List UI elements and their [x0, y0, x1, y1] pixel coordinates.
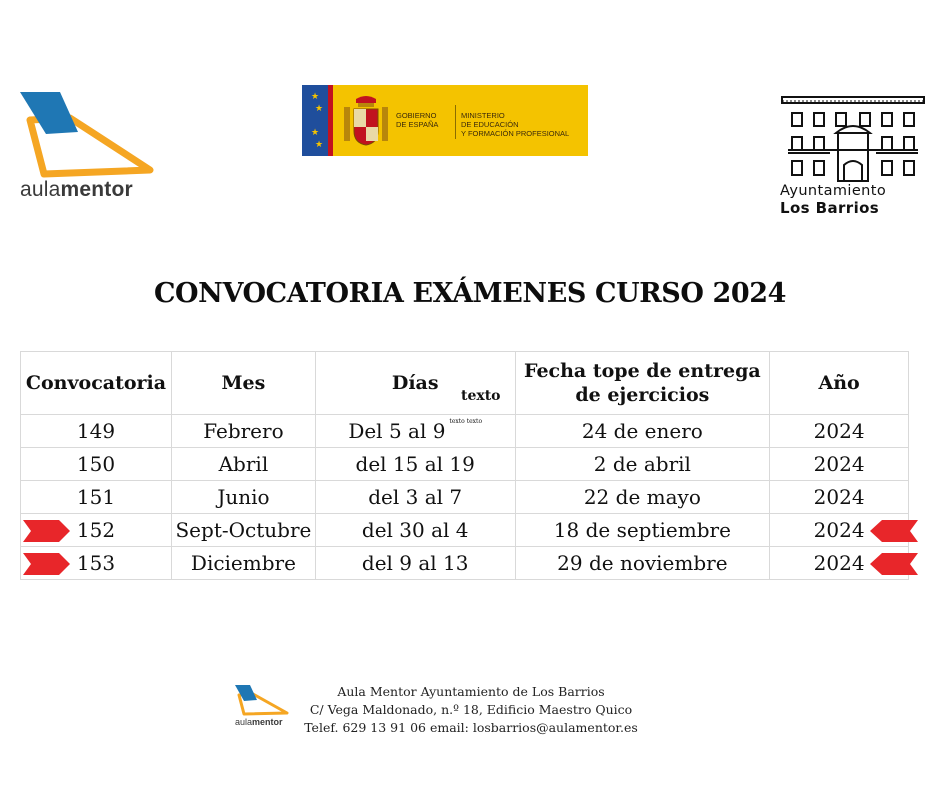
eu-flag-strip — [302, 85, 328, 156]
cell-convocatoria: 153 — [21, 547, 172, 580]
cell-dias-note: texto texto — [449, 418, 483, 425]
cell-mes: Abril — [171, 448, 315, 481]
arrow-left-icon — [870, 553, 918, 575]
arrow-right-icon — [23, 520, 70, 542]
footer-contact — [296, 683, 646, 737]
cell-dias: del 3 al 7 — [315, 481, 515, 514]
cell-convocatoria: 149 — [21, 415, 172, 448]
town-hall-building-icon — [778, 95, 928, 183]
table-row — [21, 547, 909, 580]
table-row — [21, 514, 909, 547]
header-convocatoria: Convocatoria — [21, 352, 172, 415]
svg-text:★: ★ — [311, 92, 320, 102]
arrow-right-icon — [23, 553, 70, 575]
aulamentor-logo — [18, 90, 160, 210]
cell-anio: 2024 — [770, 415, 909, 448]
svg-text:★: ★ — [311, 128, 320, 138]
cell-anio: 2024 — [770, 481, 909, 514]
header-dias-note: texto — [460, 388, 501, 404]
page-title: CONVOCATORIA EXÁMENES CURSO 2024 — [153, 278, 787, 309]
svg-text:★: ★ — [315, 104, 324, 114]
gobierno-espana-logo — [302, 85, 588, 156]
cell-dias: del 30 al 4 — [315, 514, 515, 547]
header-fecha: Fecha tope de entrega de ejercicios — [515, 352, 770, 415]
cell-dias: del 9 al 13 — [315, 547, 515, 580]
cell-mes: Diciembre — [171, 547, 315, 580]
header-anio: Año — [770, 352, 909, 415]
footer-aulamentor-wordmark: aulamentor — [235, 717, 283, 727]
gobierno-text: GOBIERNO DE ESPAÑA — [396, 111, 439, 129]
cell-anio: 2024 — [770, 448, 909, 481]
footer-line-3: Telef. 629 13 91 06 email: losbarrios@aulamentor.es — [304, 720, 638, 735]
coat-of-arms-icon — [342, 93, 390, 149]
cell-mes: Febrero — [171, 415, 315, 448]
cell-convocatoria: 151 — [21, 481, 172, 514]
cell-fecha: 18 de septiembre — [515, 514, 770, 547]
header-dias: Días texto — [315, 352, 515, 415]
table-row — [21, 448, 909, 481]
cell-anio: 2024 — [770, 514, 909, 547]
table-row — [21, 481, 909, 514]
exam-schedule-table — [20, 351, 909, 580]
cell-convocatoria: 150 — [21, 448, 172, 481]
cell-fecha: 2 de abril — [515, 448, 770, 481]
cell-dias: del 15 al 19 — [315, 448, 515, 481]
arrow-left-icon — [870, 520, 918, 542]
footer-line-2: C/ Vega Maldonado, n.º 18, Edificio Maestro Quico — [309, 702, 633, 717]
cell-mes: Sept-Octubre — [171, 514, 315, 547]
cell-fecha: 22 de mayo — [515, 481, 770, 514]
ayuntamiento-label: Ayuntamiento — [780, 183, 887, 199]
header-mes: Mes — [171, 352, 315, 415]
aulamentor-wordmark: aulamentor — [20, 178, 133, 201]
ministerio-text: MINISTERIO DE EDUCACIÓN Y FORMACIÓN PROFESIONAL — [461, 111, 570, 138]
footer-line-1: Aula Mentor Ayuntamiento de Los Barrios — [337, 684, 605, 699]
aulamentor-emblem-icon — [233, 683, 291, 717]
cell-dias: Del 5 al 9 texto texto — [315, 415, 515, 448]
cell-mes: Junio — [171, 481, 315, 514]
flag-red-stripe — [328, 85, 333, 156]
cell-fecha: 29 de noviembre — [515, 547, 770, 580]
los-barrios-label: Los Barrios — [780, 199, 880, 217]
cell-anio: 2024 — [770, 547, 909, 580]
footer-aulamentor-logo — [233, 683, 293, 733]
aulamentor-emblem-icon — [18, 90, 160, 182]
ayuntamiento-logo — [778, 95, 928, 220]
cell-fecha: 24 de enero — [515, 415, 770, 448]
table-header-row — [21, 352, 909, 415]
banner-divider — [455, 105, 456, 139]
cell-convocatoria: 152 — [21, 514, 172, 547]
table-row — [21, 415, 909, 448]
svg-text:★: ★ — [315, 140, 324, 150]
